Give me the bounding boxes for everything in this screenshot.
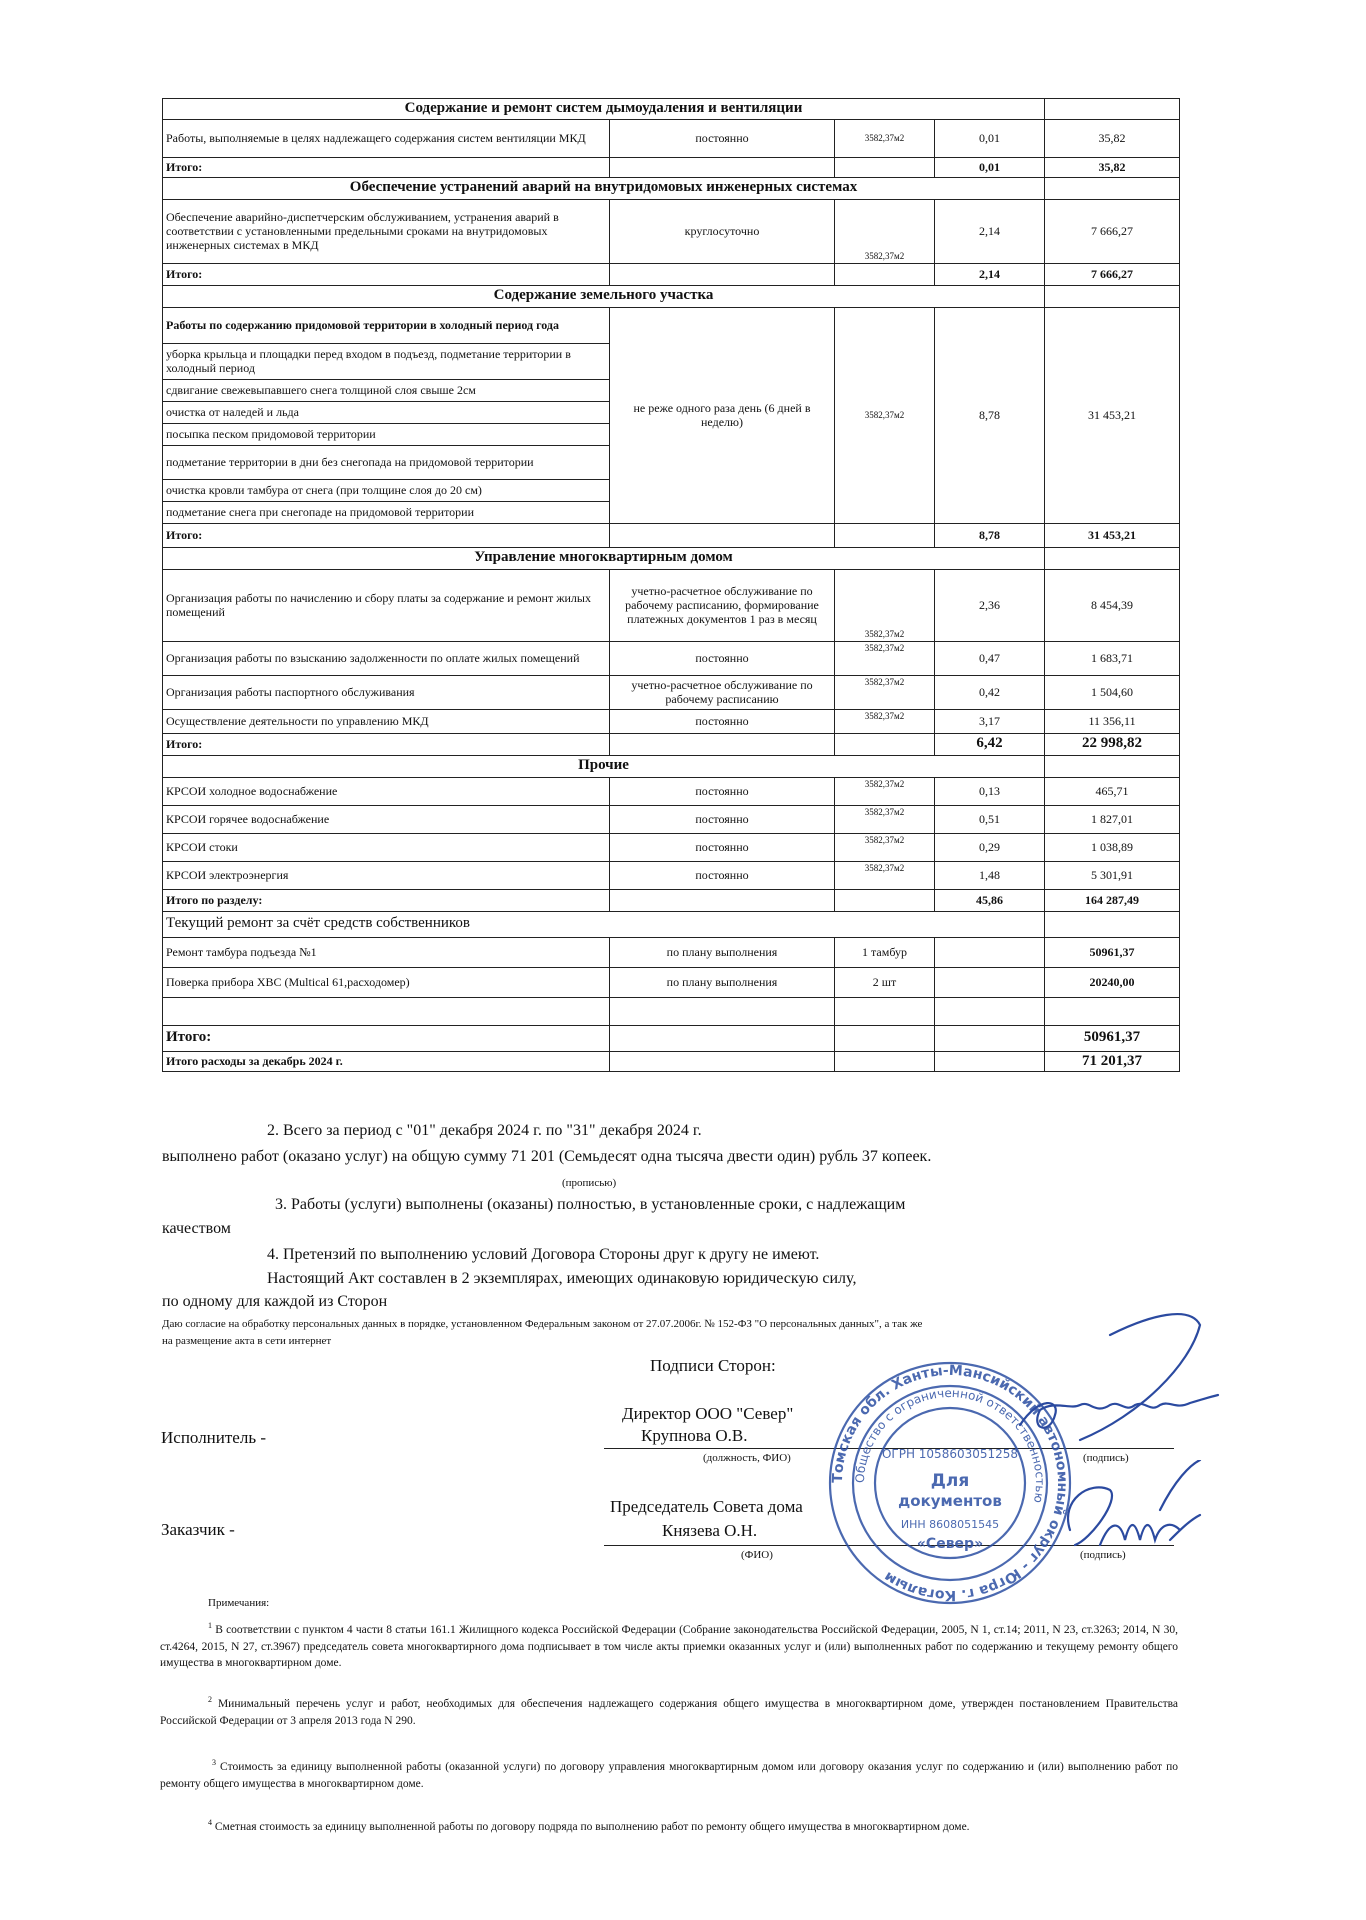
row-frequency: учетно-расчетное обслуживание по рабочему расписанию, формирование платежных документов 1 раз в месяц [610, 569, 835, 641]
subitem: подметание территории в дни без снегопада на придомовой территории [163, 445, 610, 479]
section-title: Управление многоквартирным домом [163, 547, 1045, 569]
subitem: подметание снега при снегопаде на придомовой территории [163, 501, 610, 523]
group-header: Работы по содержанию придомовой территории в холодный период года [163, 307, 610, 343]
stamp-company-name: «Север» [916, 1536, 984, 1552]
row-name: Поверка прибора ХВС (Multical 61,расходомер) [163, 967, 610, 997]
grand-total-amount: 71 201,37 [1045, 1051, 1180, 1072]
row-frequency: постоянно [610, 861, 835, 889]
row-rate: 0,42 [935, 675, 1045, 709]
row-rate: 0,13 [935, 777, 1045, 805]
row-rate: 2,36 [935, 569, 1045, 641]
row-name: Осуществление деятельности по управлению МКД [163, 709, 610, 733]
total-rate: 2,14 [935, 263, 1045, 285]
row-frequency: постоянно [610, 805, 835, 833]
total-label: Итого: [163, 523, 610, 547]
section-header-other [163, 755, 1180, 777]
subitem: уборка крыльца и площадки перед входом в подъезд, подметание территории в холодный период [163, 343, 610, 379]
row-area: 3582,37м2 [835, 307, 935, 523]
total-rate: 0,01 [935, 157, 1045, 177]
paragraph-5-line-2: по одному для каждой из Сторон [162, 1293, 388, 1310]
row-name: КРСОИ холодное водоснабжение [163, 777, 610, 805]
paragraph-4: 4. Претензий по выполнению условий Договора Стороны друг к другу не имеют. [267, 1246, 820, 1263]
total-rate: 8,78 [935, 523, 1045, 547]
total-row [163, 263, 1180, 285]
row-name: Организация работы паспортного обслуживания [163, 675, 610, 709]
table-row [163, 199, 1180, 263]
stamp-inner-ring-text: Общество с ограниченной ответственностью [852, 1385, 1048, 1505]
table-row [163, 307, 1180, 343]
row-amount: 1 827,01 [1045, 805, 1180, 833]
note-4 [160, 1817, 1178, 1836]
subitem: очистка от наледей и льда [163, 401, 610, 423]
row-area: 3582,37м2 [835, 199, 935, 263]
row-name: Организация работы по начислению и сбору платы за содержание и ремонт жилых помещений [163, 569, 610, 641]
total-amount: 35,82 [1045, 157, 1180, 177]
total-row [163, 157, 1180, 177]
paragraph-3-line-1: 3. Работы (услуги) выполнены (оказаны) полностью, в установленные сроки, с надлежащим [275, 1196, 906, 1213]
section-title: Текущий ремонт за счёт средств собственников [163, 911, 1045, 937]
table-row [163, 777, 1180, 805]
paragraph-3-line-2: качеством [162, 1220, 231, 1237]
row-amount: 1 683,71 [1045, 641, 1180, 675]
row-amount: 465,71 [1045, 777, 1180, 805]
note-2-marker: 2 [208, 1695, 212, 1704]
notes-title: Примечания: [208, 1597, 270, 1609]
paragraph-2-line-1: 2. Всего за период с "01" декабря 2024 г. по "31" декабря 2024 г. [267, 1122, 702, 1139]
row-name: КРСОИ горячее водоснабжение [163, 805, 610, 833]
row-amount: 1 038,89 [1045, 833, 1180, 861]
customer-label: Заказчик - [161, 1520, 235, 1539]
row-name: Работы, выполняемые в целях надлежащего содержания систем вентиляции МКД [163, 119, 610, 157]
total-label: Итого: [163, 157, 610, 177]
row-frequency: постоянно [610, 119, 835, 157]
executor-position: Директор ООО "Север" [622, 1404, 794, 1423]
table-row [163, 833, 1180, 861]
row-rate: 0,01 [935, 119, 1045, 157]
table-row [163, 967, 1180, 997]
stamp-ring-text: Томская обл. Ханты-Мансийский автономный округ - Югра г. Когалым [829, 1362, 1071, 1604]
customer-caption: (ФИО) [741, 1549, 773, 1561]
services-table [162, 98, 1180, 1072]
total-row [163, 1025, 1180, 1051]
row-frequency: учетно-расчетное обслуживание по рабочему расписанию [610, 675, 835, 709]
note-1-text: В соответствии с пунктом 4 части 8 статьи 161.1 Жилищного кодекса Российской Федерации (Собрание законодательства Российской Федерации, 2005, N 1, ст.14; 2011, N 23, ст.3263; 2014, N 30, ст.4264, 2015, N 27, ст.3967) председатель совета многоквартирного дома подписывает в том числе акты приемки оказанных услуг и (или) выполненных работ по содержанию и текущему ремонту общего имущества в многоквартирном доме. [160, 1623, 1178, 1670]
section-title: Содержание и ремонт систем дымоудаления и вентиляции [163, 99, 1045, 120]
row-area: 3582,37м2 [835, 777, 935, 805]
row-frequency: по плану выполнения [610, 937, 835, 967]
note-3 [160, 1757, 1178, 1792]
row-name: КРСОИ электроэнергия [163, 861, 610, 889]
row-name: Обеспечение аварийно-диспетчерским обслуживанием, устранения аварий в соответствии с установленными предельными сроками на внутридомовых инженерных системах в МКД [163, 199, 610, 263]
note-2 [160, 1694, 1178, 1729]
row-frequency: постоянно [610, 777, 835, 805]
paragraph-2-line-2: выполнено работ (оказано услуг) на общую сумму 71 201 (Семьдесят одна тысяча двести один) рубль 37 копеек. [162, 1148, 932, 1165]
row-qty: 2 шт [835, 967, 935, 997]
consent-line-1: Даю согласие на обработку персональных данных в порядке, установленном Федеральным законом от 27.07.2006г. № 152-ФЗ "О персональных данных", а так же [162, 1318, 923, 1330]
stamp-center-2: документов [898, 1492, 1002, 1510]
customer-name: Князева О.Н. [662, 1521, 758, 1540]
executor-caption: (должность, ФИО) [703, 1452, 791, 1464]
subitem: очистка кровли тамбура от снега (при толщине слоя до 20 см) [163, 479, 610, 501]
section-header-emergency [163, 177, 1180, 199]
row-rate: 1,48 [935, 861, 1045, 889]
customer-position: Председатель Совета дома [610, 1497, 803, 1516]
section-header-repair [163, 911, 1180, 937]
table-row [163, 997, 1180, 1025]
note-4-marker: 4 [208, 1818, 212, 1827]
table-row [163, 641, 1180, 675]
row-frequency: по плану выполнения [610, 967, 835, 997]
table-row [163, 937, 1180, 967]
row-amount: 1 504,60 [1045, 675, 1180, 709]
row-rate: 0,47 [935, 641, 1045, 675]
total-row [163, 889, 1180, 911]
row-frequency: постоянно [610, 833, 835, 861]
stamp-ogrn: ОГРН 1058603051258 [881, 1447, 1019, 1461]
note-3-text: Стоимость за единицу выполненной работы (оказанной услуги) по договору управления многоквартирным домом или договору оказания услуг по содержанию и (или) выполнению работ по ремонту общего имущества в многоквартирном доме. [160, 1760, 1178, 1790]
executor-signature [960, 1305, 1220, 1455]
row-amount: 35,82 [1045, 119, 1180, 157]
row-area: 3582,37м2 [835, 569, 935, 641]
stamp-inn: ИНН 8608051545 [900, 1518, 1000, 1531]
total-row [163, 733, 1180, 755]
customer-sign-caption: (подпись) [1080, 1549, 1126, 1561]
total-amount: 31 453,21 [1045, 523, 1180, 547]
row-frequency: круглосуточно [610, 199, 835, 263]
row-area: 3582,37м2 [835, 833, 935, 861]
row-area: 3582,37м2 [835, 805, 935, 833]
total-label: Итого по разделу: [163, 889, 610, 911]
row-amount: 11 356,11 [1045, 709, 1180, 733]
section-header-management [163, 547, 1180, 569]
total-amount: 50961,37 [1045, 1025, 1180, 1051]
row-frequency: постоянно [610, 709, 835, 733]
row-rate: 2,14 [935, 199, 1045, 263]
total-amount: 7 666,27 [1045, 263, 1180, 285]
table-row [163, 861, 1180, 889]
row-amount: 20240,00 [1045, 967, 1180, 997]
note-1-marker: 1 [208, 1621, 212, 1630]
row-amount: 5 301,91 [1045, 861, 1180, 889]
note-3-marker: 3 [212, 1758, 216, 1767]
section-header-land [163, 285, 1180, 307]
total-label: Итого: [163, 263, 610, 285]
row-name: Организация работы по взысканию задолженности по оплате жилых помещений [163, 641, 610, 675]
table-row [163, 709, 1180, 733]
table-row [163, 119, 1180, 157]
note-2-text: Минимальный перечень услуг и работ, необходимых для обеспечения надлежащего содержания общего имущества в многоквартирном доме, утвержден постановлением Правительства Российской Федерации от 3 апреля 2013 года N 290. [160, 1697, 1179, 1727]
total-rate: 45,86 [935, 889, 1045, 911]
subitem: сдвигание свежевыпавшего снега толщиной слоя свыше 2см [163, 379, 610, 401]
section-title: Прочие [163, 755, 1045, 777]
row-frequency: не реже одного раза день (6 дней в неделю) [610, 307, 835, 523]
consent-line-2: на размещение акта в сети интернет [162, 1335, 332, 1347]
signatures-title: Подписи Сторон: [650, 1356, 776, 1375]
total-label: Итого: [163, 1025, 610, 1051]
section-title: Обеспечение устранений аварий на внутридомовых инженерных системах [163, 177, 1045, 199]
table-row [163, 675, 1180, 709]
stamp-center-1: Для [930, 1471, 970, 1491]
paragraph-5-line-1: Настоящий Акт составлен в 2 экземплярах, имеющих одинаковую юридическую силу, [267, 1270, 857, 1287]
row-area: 3582,37м2 [835, 675, 935, 709]
row-rate: 0,29 [935, 833, 1045, 861]
grand-total-label: Итого расходы за декабрь 2024 г. [163, 1051, 610, 1072]
row-rate: 0,51 [935, 805, 1045, 833]
section-title: Содержание земельного участка [163, 285, 1045, 307]
row-frequency: постоянно [610, 641, 835, 675]
row-qty: 1 тамбур [835, 937, 935, 967]
executor-name: Крупнова О.В. [641, 1426, 748, 1445]
row-amount: 7 666,27 [1045, 199, 1180, 263]
executor-label: Исполнитель - [161, 1428, 266, 1447]
customer-signature [1050, 1460, 1210, 1570]
row-rate: 3,17 [935, 709, 1045, 733]
row-amount: 8 454,39 [1045, 569, 1180, 641]
total-label: Итого: [163, 733, 610, 755]
grand-total-row [163, 1051, 1180, 1072]
table-row [163, 805, 1180, 833]
total-row [163, 523, 1180, 547]
row-area: 3582,37м2 [835, 119, 935, 157]
row-name: КРСОИ стоки [163, 833, 610, 861]
total-rate: 6,42 [935, 733, 1045, 755]
section-header-ventilation [163, 99, 1180, 120]
total-amount: 22 998,82 [1045, 733, 1180, 755]
row-rate: 8,78 [935, 307, 1045, 523]
note-1 [160, 1620, 1178, 1672]
executor-sign-caption: (подпись) [1083, 1452, 1129, 1464]
row-area: 3582,37м2 [835, 709, 935, 733]
table-row [163, 569, 1180, 641]
subitem: посыпка песком придомовой территории [163, 423, 610, 445]
row-area: 3582,37м2 [835, 641, 935, 675]
propisyu-caption: (прописью) [562, 1177, 617, 1189]
row-amount: 50961,37 [1045, 937, 1180, 967]
row-name: Ремонт тамбура подъезда №1 [163, 937, 610, 967]
total-amount: 164 287,49 [1045, 889, 1180, 911]
note-4-text: Сметная стоимость за единицу выполненной работы по договору подряда по выполнению работ по ремонту общего имущества в многоквартирном доме. [214, 1820, 970, 1833]
row-amount: 31 453,21 [1045, 307, 1180, 523]
row-area: 3582,37м2 [835, 861, 935, 889]
